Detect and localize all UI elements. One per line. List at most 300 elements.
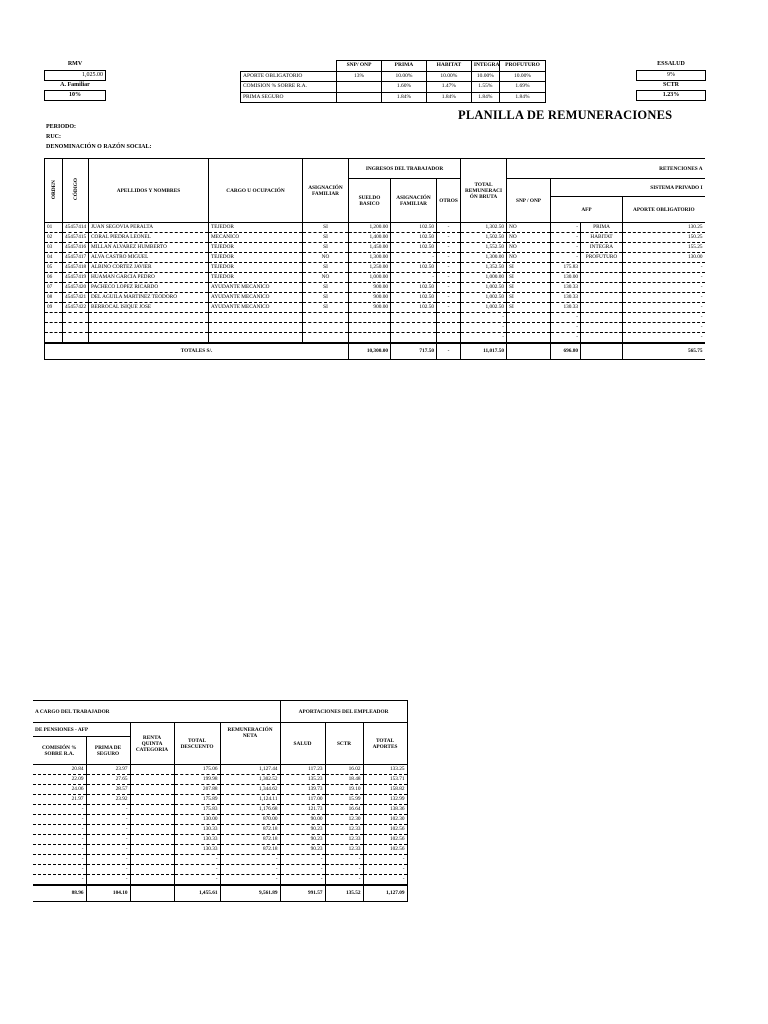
table-cell: - — [623, 303, 705, 313]
col-snp: SNP / ONP — [507, 179, 551, 223]
rates-row — [241, 92, 546, 103]
rates-cell — [337, 82, 382, 93]
table-cell — [130, 835, 174, 845]
table-cell — [581, 293, 623, 303]
table-cell: DEL AGUILA MARTINEZ TEODORO — [89, 293, 209, 303]
col-renta: RENTA QUINTA CATEGORIA — [130, 723, 174, 765]
table-cell: - — [220, 875, 280, 886]
table-cell — [581, 263, 623, 273]
total-asignacion: 717.50 — [391, 343, 437, 359]
aportaciones-header: APORTACIONES DEL EMPLEADOR — [280, 701, 407, 723]
table-cell: - — [33, 825, 86, 835]
totals-label: TOTALES S/. — [45, 343, 349, 359]
table-cell: 139.73 — [280, 785, 325, 795]
table-row — [45, 303, 705, 313]
table-cell: 130.33 — [551, 283, 581, 293]
table-cell: 130.00 — [174, 815, 220, 825]
header-text: CÓDIGO — [72, 178, 79, 201]
table-cell: NO — [507, 253, 551, 263]
table-row — [33, 875, 407, 886]
table-cell: - — [174, 855, 220, 865]
periodo-label: PERIODO: — [46, 124, 76, 130]
total-descuento: 1,455.61 — [174, 885, 220, 901]
table-cell — [391, 313, 437, 323]
table-row — [33, 845, 407, 855]
table-cell: 19.10 — [325, 785, 363, 795]
table-cell: - — [623, 283, 705, 293]
rates-cell: 1.84% — [471, 92, 499, 103]
table-cell: - — [86, 865, 130, 875]
table-row — [33, 775, 407, 785]
table-cell: 21.97 — [33, 795, 86, 805]
table-cell: 1,250.00 — [349, 263, 391, 273]
table-row — [33, 795, 407, 805]
table-cell: 155.25 — [623, 243, 705, 253]
table-cell — [391, 333, 437, 344]
rates-cell: 10.00% — [500, 71, 546, 82]
table-cell: SI — [507, 293, 551, 303]
col-total-bruta: TOTAL REMUNERACI ÓN BRUTA — [461, 159, 507, 223]
table-row — [45, 283, 705, 293]
table-cell: 1,002.50 — [461, 303, 507, 313]
table-cell — [209, 313, 303, 323]
table-cell: 870.00 — [220, 815, 280, 825]
table-cell — [303, 323, 349, 333]
table-cell — [45, 323, 63, 333]
table-cell: 27.65 — [86, 775, 130, 785]
rates-cell: 10.00% — [426, 71, 471, 82]
col-remuneracion-neta: REMUNERACIÓN NETA — [220, 723, 280, 765]
table-cell: 135.23 — [280, 775, 325, 785]
continuation-table — [33, 700, 408, 902]
table-row — [33, 815, 407, 825]
col-asignacion: ASIGNACIÓN FAMILIAR — [391, 179, 437, 223]
col-total-descuento: TOTAL DESCUENTO — [174, 723, 220, 765]
col-nombres: APELLIDOS Y NOMBRES — [89, 159, 209, 223]
table-cell: - — [174, 865, 220, 875]
table-cell: - — [280, 855, 325, 865]
payroll-table — [44, 158, 705, 360]
table-cell: 07 — [45, 283, 63, 293]
table-cell: SI — [303, 293, 349, 303]
table-cell: - — [551, 253, 581, 263]
table-row — [45, 253, 705, 263]
col-codigo — [63, 159, 89, 223]
table-cell: - — [437, 283, 461, 293]
rates-label: COMISION % SOBRE R.A. — [241, 82, 337, 93]
total-prima-seguro: 104.10 — [86, 885, 130, 901]
table-cell: 130.00 — [623, 253, 705, 263]
table-cell: SI — [303, 303, 349, 313]
table-cell: TEJEDOR — [209, 253, 303, 263]
table-cell: 90.23 — [280, 845, 325, 855]
employer-rates-table — [636, 60, 706, 101]
table-cell: 90.00 — [280, 815, 325, 825]
table-row — [33, 805, 407, 815]
table-cell: 1,302.50 — [461, 223, 507, 233]
table-cell: 175.89 — [174, 795, 220, 805]
table-cell: 1,000.00 — [349, 273, 391, 283]
table-cell: 872.18 — [220, 825, 280, 835]
table-cell — [45, 313, 63, 323]
table-cell: 20.84 — [33, 765, 86, 775]
table-cell: - — [623, 323, 705, 333]
total-renta — [130, 885, 174, 901]
table-cell: 130.33 — [174, 845, 220, 855]
rates-cell: 10.00% — [382, 71, 427, 82]
sctr-label: SCTR — [662, 81, 679, 88]
col-orden — [45, 159, 63, 223]
table-cell — [581, 273, 623, 283]
table-cell: 132.99 — [363, 795, 407, 805]
table-cell: 45457422 — [63, 303, 89, 313]
table-cell: 1,300.00 — [461, 253, 507, 263]
table-cell: 1,450.00 — [349, 243, 391, 253]
table-cell: 24.06 — [33, 785, 86, 795]
table-cell: - — [33, 865, 86, 875]
rates-cell: 1.55% — [471, 82, 499, 93]
table-cell — [437, 333, 461, 344]
sctr-value: 1.23% — [637, 90, 706, 100]
total-otros: - — [437, 343, 461, 359]
table-cell: - — [363, 855, 407, 865]
table-cell: AYUDANTE MECANICO — [209, 283, 303, 293]
table-cell: 199.98 — [174, 775, 220, 785]
table-cell: 23.97 — [86, 765, 130, 775]
table-cell: NO — [507, 233, 551, 243]
table-cell: - — [551, 333, 581, 344]
table-cell: 130.25 — [623, 223, 705, 233]
table-cell: 45457414 — [63, 223, 89, 233]
table-cell: 117.23 — [280, 765, 325, 775]
table-cell: 102.50 — [391, 283, 437, 293]
table-cell: 130.00 — [551, 273, 581, 283]
table-cell: 102.50 — [391, 263, 437, 273]
table-cell: 02 — [45, 233, 63, 243]
table-cell: 102.30 — [363, 815, 407, 825]
table-cell: - — [623, 293, 705, 303]
table-cell: SI — [507, 283, 551, 293]
table-row — [45, 263, 705, 273]
table-cell: MECANICO — [209, 233, 303, 243]
table-cell: - — [86, 815, 130, 825]
table-cell: - — [623, 273, 705, 283]
table-cell — [507, 333, 551, 344]
table-cell: - — [174, 875, 220, 886]
table-cell: SI — [303, 283, 349, 293]
table-cell: 16.64 — [325, 805, 363, 815]
table-cell: 16.02 — [325, 765, 363, 775]
table-cell: PACHECO LOPEZ RICARDO — [89, 283, 209, 293]
table-cell: 12.33 — [325, 825, 363, 835]
table-cell: 45457419 — [63, 273, 89, 283]
table-cell: 872.18 — [220, 845, 280, 855]
table-cell — [507, 323, 551, 333]
table-cell — [45, 333, 63, 344]
table-row — [45, 333, 705, 344]
col-asig-familiar: ASIGNACIÓN FAMILIAR — [303, 159, 349, 223]
table-cell: - — [391, 273, 437, 283]
table-row — [45, 223, 705, 233]
table-cell: 900.00 — [349, 293, 391, 303]
familiar-value: 10% — [45, 90, 106, 100]
table-cell — [130, 795, 174, 805]
totals-row — [45, 343, 705, 359]
table-cell: 18.48 — [325, 775, 363, 785]
table-cell: 121.73 — [280, 805, 325, 815]
table-cell: 45457416 — [63, 243, 89, 253]
table-cell: - — [33, 835, 86, 845]
table-cell: 28.57 — [86, 785, 130, 795]
table-cell — [130, 815, 174, 825]
table-cell: - — [33, 875, 86, 886]
table-cell — [507, 313, 551, 323]
table-cell: 102.50 — [391, 223, 437, 233]
table-cell: HUAMAN GARCIA PEDRO — [89, 273, 209, 283]
table-cell: - — [437, 293, 461, 303]
table-row — [45, 313, 705, 323]
table-cell: 1,400.00 — [349, 233, 391, 243]
table-cell: - — [86, 825, 130, 835]
table-cell: 900.00 — [349, 303, 391, 313]
table-cell: - — [33, 845, 86, 855]
table-cell — [63, 313, 89, 323]
table-cell: - — [220, 855, 280, 865]
rmv-table — [44, 60, 106, 101]
rates-header: PRIMA — [382, 61, 427, 72]
table-cell: 1,176.68 — [220, 805, 280, 815]
rates-header: SNP/ ONP — [337, 61, 382, 72]
table-cell: - — [363, 865, 407, 875]
col-comision: COMISIÓN % SOBRE R.A. — [33, 737, 86, 765]
table-cell: SI — [507, 273, 551, 283]
table-cell: 158.82 — [363, 785, 407, 795]
table-cell: 102.50 — [391, 303, 437, 313]
table-row — [45, 273, 705, 283]
table-cell: 45457415 — [63, 233, 89, 243]
table-cell: 03 — [45, 243, 63, 253]
table-cell: 175.83 — [551, 263, 581, 273]
table-cell — [349, 333, 391, 344]
table-cell — [130, 785, 174, 795]
total-comision: 88.96 — [33, 885, 86, 901]
table-cell: CORAL PIEDRA LEONEL — [89, 233, 209, 243]
rates-header: HABITAT — [426, 61, 471, 72]
table-cell — [209, 333, 303, 344]
table-cell: 102.50 — [391, 233, 437, 243]
table-cell: PRIMA — [581, 223, 623, 233]
table-cell: 153.71 — [363, 775, 407, 785]
table-cell — [130, 865, 174, 875]
table-cell: - — [280, 875, 325, 886]
table-row — [33, 765, 407, 775]
table-row — [33, 785, 407, 795]
table-cell: 45457420 — [63, 283, 89, 293]
table-cell: - — [325, 865, 363, 875]
table-cell: 207.88 — [174, 785, 220, 795]
table-cell: JUAN SEGOVIA PERALTA — [89, 223, 209, 233]
table-cell: 900.00 — [349, 283, 391, 293]
col-sctr: SCTR — [325, 723, 363, 765]
table-cell — [303, 333, 349, 344]
table-cell: - — [86, 835, 130, 845]
table-cell: - — [551, 223, 581, 233]
table-cell: 1,502.50 — [461, 233, 507, 243]
table-cell — [63, 323, 89, 333]
table-cell: 130.33 — [551, 293, 581, 303]
table-cell — [349, 313, 391, 323]
table-cell: 45457421 — [63, 293, 89, 303]
total-aportes: 1,127.09 — [363, 885, 407, 901]
table-cell: SI — [303, 243, 349, 253]
table-cell: 133.25 — [363, 765, 407, 775]
table-cell — [130, 805, 174, 815]
rates-cell: 1.60% — [382, 82, 427, 93]
table-cell: INTEGRA — [581, 243, 623, 253]
total-snp: 696.80 — [551, 343, 581, 359]
table-cell: SI — [507, 303, 551, 313]
table-cell: 1,552.50 — [461, 243, 507, 253]
table-cell: 138.36 — [363, 805, 407, 815]
rates-label: APORTE OBLIGATORIO — [241, 71, 337, 82]
table-cell: 117.00 — [280, 795, 325, 805]
table-cell — [581, 303, 623, 313]
total-sueldo: 10,300.00 — [349, 343, 391, 359]
table-cell: - — [86, 855, 130, 865]
rates-cell: 13% — [337, 71, 382, 82]
table-cell: - — [461, 313, 507, 323]
rates-cell: 10.00% — [471, 71, 499, 82]
table-cell: 90.23 — [280, 825, 325, 835]
table-cell — [581, 313, 623, 323]
table-cell: PROFUTURO — [581, 253, 623, 263]
table-cell: - — [623, 263, 705, 273]
table-cell: - — [437, 273, 461, 283]
essalud-label: ESSALUD — [657, 61, 685, 68]
sistema-privado-header: SISTEMA PRIVADO I — [551, 179, 705, 197]
col-cargo: CARGO U OCUPACIÓN — [209, 159, 303, 223]
table-cell: 102.56 — [363, 835, 407, 845]
table-cell: 90.23 — [280, 835, 325, 845]
cargo-trabajador-header: A CARGO DEL TRABAJADOR — [33, 701, 280, 723]
total-bruta: 11,017.50 — [461, 343, 507, 359]
table-cell — [303, 313, 349, 323]
table-cell: SI — [303, 223, 349, 233]
table-cell — [63, 333, 89, 344]
table-cell: 1,124.11 — [220, 795, 280, 805]
table-cell — [581, 283, 623, 293]
table-cell: 130.33 — [551, 303, 581, 313]
table-cell: NO — [303, 253, 349, 263]
table-cell: - — [437, 303, 461, 313]
table-cell — [581, 323, 623, 333]
table-cell: - — [461, 323, 507, 333]
table-cell — [391, 323, 437, 333]
table-cell: TEJEDOR — [209, 223, 303, 233]
table-cell: - — [86, 875, 130, 886]
table-cell: 150.25 — [623, 233, 705, 243]
table-cell — [437, 313, 461, 323]
total-neta: 9,561.89 — [220, 885, 280, 901]
col-otros: OTROS — [437, 179, 461, 223]
table-cell: 04 — [45, 253, 63, 263]
table-cell: NO — [303, 273, 349, 283]
table-cell: - — [461, 333, 507, 344]
rates-row — [241, 82, 546, 93]
table-cell: 1,000.00 — [461, 273, 507, 283]
table-row — [33, 825, 407, 835]
table-cell — [89, 323, 209, 333]
table-cell — [130, 845, 174, 855]
table-cell: TEJEDOR — [209, 243, 303, 253]
table-cell: ALBINO CORTEZ JAVIER — [89, 263, 209, 273]
table-cell: SI — [507, 263, 551, 273]
table-cell: - — [325, 875, 363, 886]
table-cell: 12.30 — [325, 815, 363, 825]
razon-social-label: DENOMINACIÓN O RAZÓN SOCIAL: — [46, 144, 152, 150]
table-cell: SI — [303, 263, 349, 273]
header-text: ORDEN — [50, 179, 57, 200]
rates-cell: 1.69% — [500, 82, 546, 93]
table-cell: 1,127.44 — [220, 765, 280, 775]
table-cell: NO — [507, 223, 551, 233]
table-cell: - — [220, 865, 280, 875]
table-cell: 102.50 — [391, 243, 437, 253]
table-cell — [581, 333, 623, 344]
table-cell: 1,002.50 — [461, 293, 507, 303]
table-cell: - — [623, 333, 705, 344]
table-cell: BERROCAL ISIQUE JOSE — [89, 303, 209, 313]
rates-header: PROFUTURO — [500, 61, 546, 72]
table-cell: - — [325, 855, 363, 865]
table-cell: - — [437, 243, 461, 253]
pensiones-header: DE PENSIONES - AFP — [33, 723, 130, 737]
table-cell: 23.92 — [86, 795, 130, 805]
table-cell: - — [551, 233, 581, 243]
table-cell: - — [623, 313, 705, 323]
col-aporte-obligatorio: APORTE OBLIGATORIO — [623, 197, 705, 223]
table-cell: - — [437, 253, 461, 263]
rates-cell: 1.47% — [426, 82, 471, 93]
table-cell: TEJEDOR — [209, 273, 303, 283]
table-row — [33, 865, 407, 875]
table-row — [45, 323, 705, 333]
table-cell: 102.50 — [391, 293, 437, 303]
table-cell: 22.09 — [33, 775, 86, 785]
table-cell: 1,200.00 — [349, 223, 391, 233]
total-aporte: 565.75 — [623, 343, 705, 359]
table-cell: 1,302.52 — [220, 775, 280, 785]
table-cell: 05 — [45, 263, 63, 273]
table-cell: 15.99 — [325, 795, 363, 805]
table-cell: 45457418 — [63, 263, 89, 273]
table-cell — [130, 765, 174, 775]
ingresos-header: INGRESOS DEL TRABAJADOR — [349, 159, 461, 179]
table-cell: TEJEDOR — [209, 263, 303, 273]
table-cell: 175.83 — [174, 805, 220, 815]
table-cell — [130, 825, 174, 835]
table-row — [45, 233, 705, 243]
table-cell: - — [437, 233, 461, 243]
table-cell: - — [551, 323, 581, 333]
rates-cell — [337, 92, 382, 103]
total-salud: 991.57 — [280, 885, 325, 901]
table-cell: 102.56 — [363, 845, 407, 855]
table-cell: 09 — [45, 303, 63, 313]
table-cell: 102.56 — [363, 825, 407, 835]
table-cell: HABITAT — [581, 233, 623, 243]
rmv-value: 1,025.00 — [45, 70, 106, 80]
